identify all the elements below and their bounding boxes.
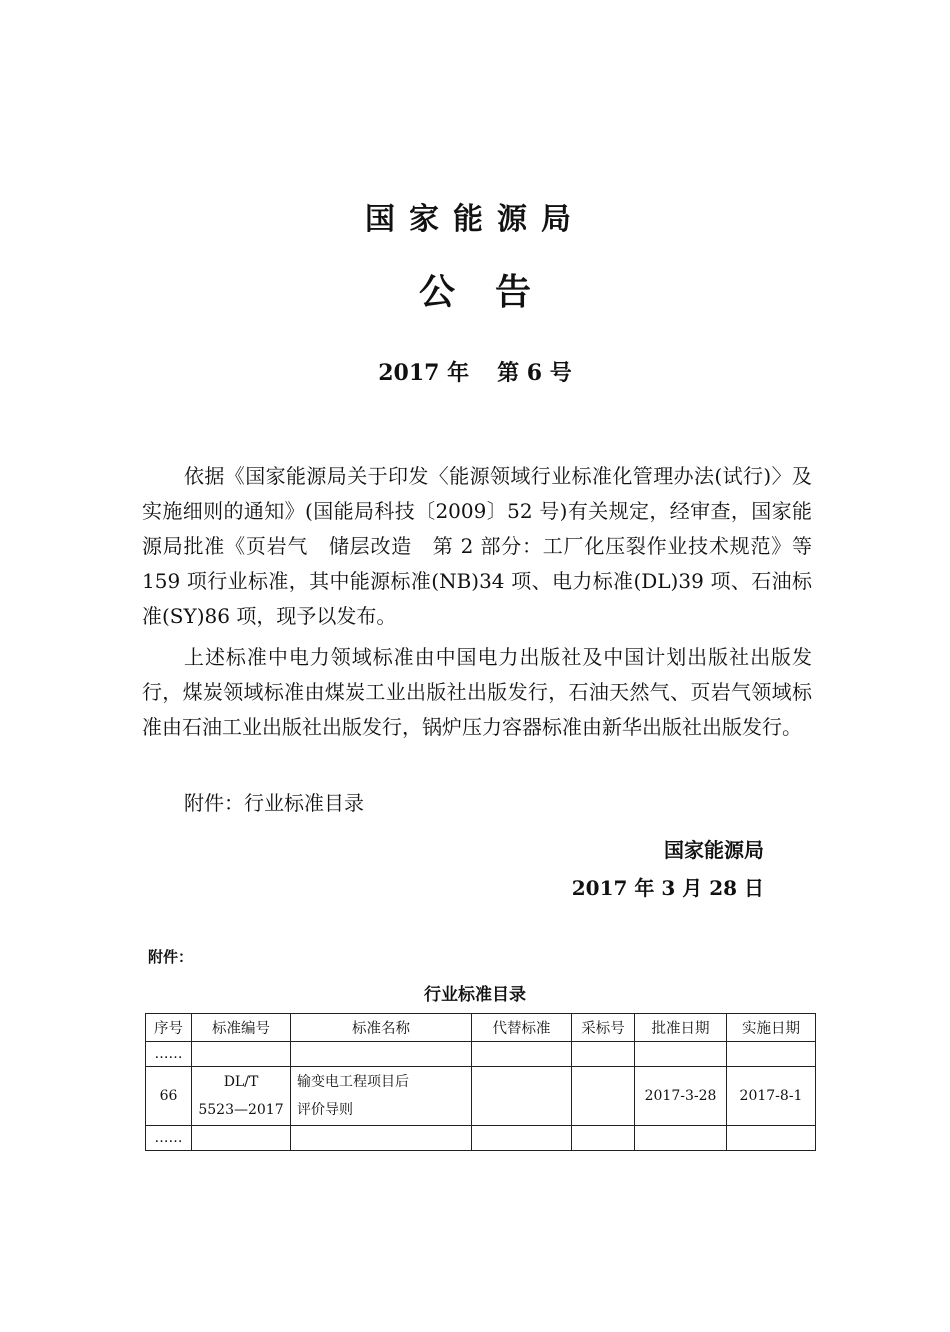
signature-org: 国家能源局 — [664, 838, 764, 862]
cell-replaces — [472, 1067, 572, 1126]
col-header-code: 标准编号 — [192, 1014, 291, 1042]
paragraph-attachment-note: 附件：行业标准目录 — [184, 791, 364, 815]
paragraph-publishers: 上述标准中电力领域标准由中国电力出版社及中国计划出版社出版发行，煤炭领域标准由煤炭工业出版社出版发行，石油天然气、页岩气领域标准由石油工业出版社出版发行，锅炉压力容器标准由新华出版社出版发行。 — [142, 645, 812, 739]
table-row-ellipsis — [146, 1126, 816, 1151]
table-row — [146, 1067, 816, 1126]
cell-no: 66 — [146, 1067, 192, 1126]
signature-date: 2017 年 3 月 28 日 — [571, 876, 764, 900]
cell-name — [291, 1067, 472, 1126]
table-title: 行业标准目录 — [424, 985, 526, 1005]
col-header-effective-date: 实施日期 — [727, 1014, 816, 1042]
standards-table — [145, 1013, 816, 1151]
cell-code-line1: DL/T — [223, 1074, 259, 1090]
doc-type: 公告 — [418, 272, 571, 313]
col-header-adopted: 采标号 — [572, 1014, 635, 1042]
doc-no: 第 6 号 — [497, 360, 572, 386]
col-header-no: 序号 — [146, 1014, 192, 1042]
ellipsis-cell: …… — [146, 1126, 192, 1151]
cell-name-line2: 评价导则 — [297, 1102, 353, 1118]
doc-year: 2017 年 — [378, 360, 470, 386]
col-header-approve-date: 批准日期 — [635, 1014, 727, 1042]
org-title: 国家能源局 — [365, 202, 585, 237]
cell-approve-date: 2017-3-28 — [635, 1067, 727, 1126]
cell-name-line1: 输变电工程项目后 — [297, 1074, 409, 1090]
col-header-replaces: 代替标准 — [472, 1014, 572, 1042]
attachment-label: 附件： — [148, 948, 194, 966]
cell-adopted — [572, 1067, 635, 1126]
table-header-row — [146, 1014, 816, 1042]
cell-effective-date: 2017-8-1 — [727, 1067, 816, 1126]
col-header-name: 标准名称 — [291, 1014, 472, 1042]
ellipsis-cell: …… — [146, 1042, 192, 1067]
paragraph-basis: 依据《国家能源局关于印发〈能源领域行业标准化管理办法(试行)〉及实施细则的通知》(国能局科技〔2009〕52 号)有关规定，经审查，国家能源局批准《页岩气 储层改造 第 2 部分：工厂化压裂作业技术规范》等 159 项行业标准，其中能源标准(NB)34 项、电力标准(DL)39 项、石油标准(SY)86 项，现予以发布。 — [142, 464, 812, 628]
cell-code-line2: 5523—2017 — [198, 1102, 284, 1118]
doc-number — [0, 356, 950, 387]
cell-code — [192, 1067, 291, 1126]
table-row-ellipsis — [146, 1042, 816, 1067]
